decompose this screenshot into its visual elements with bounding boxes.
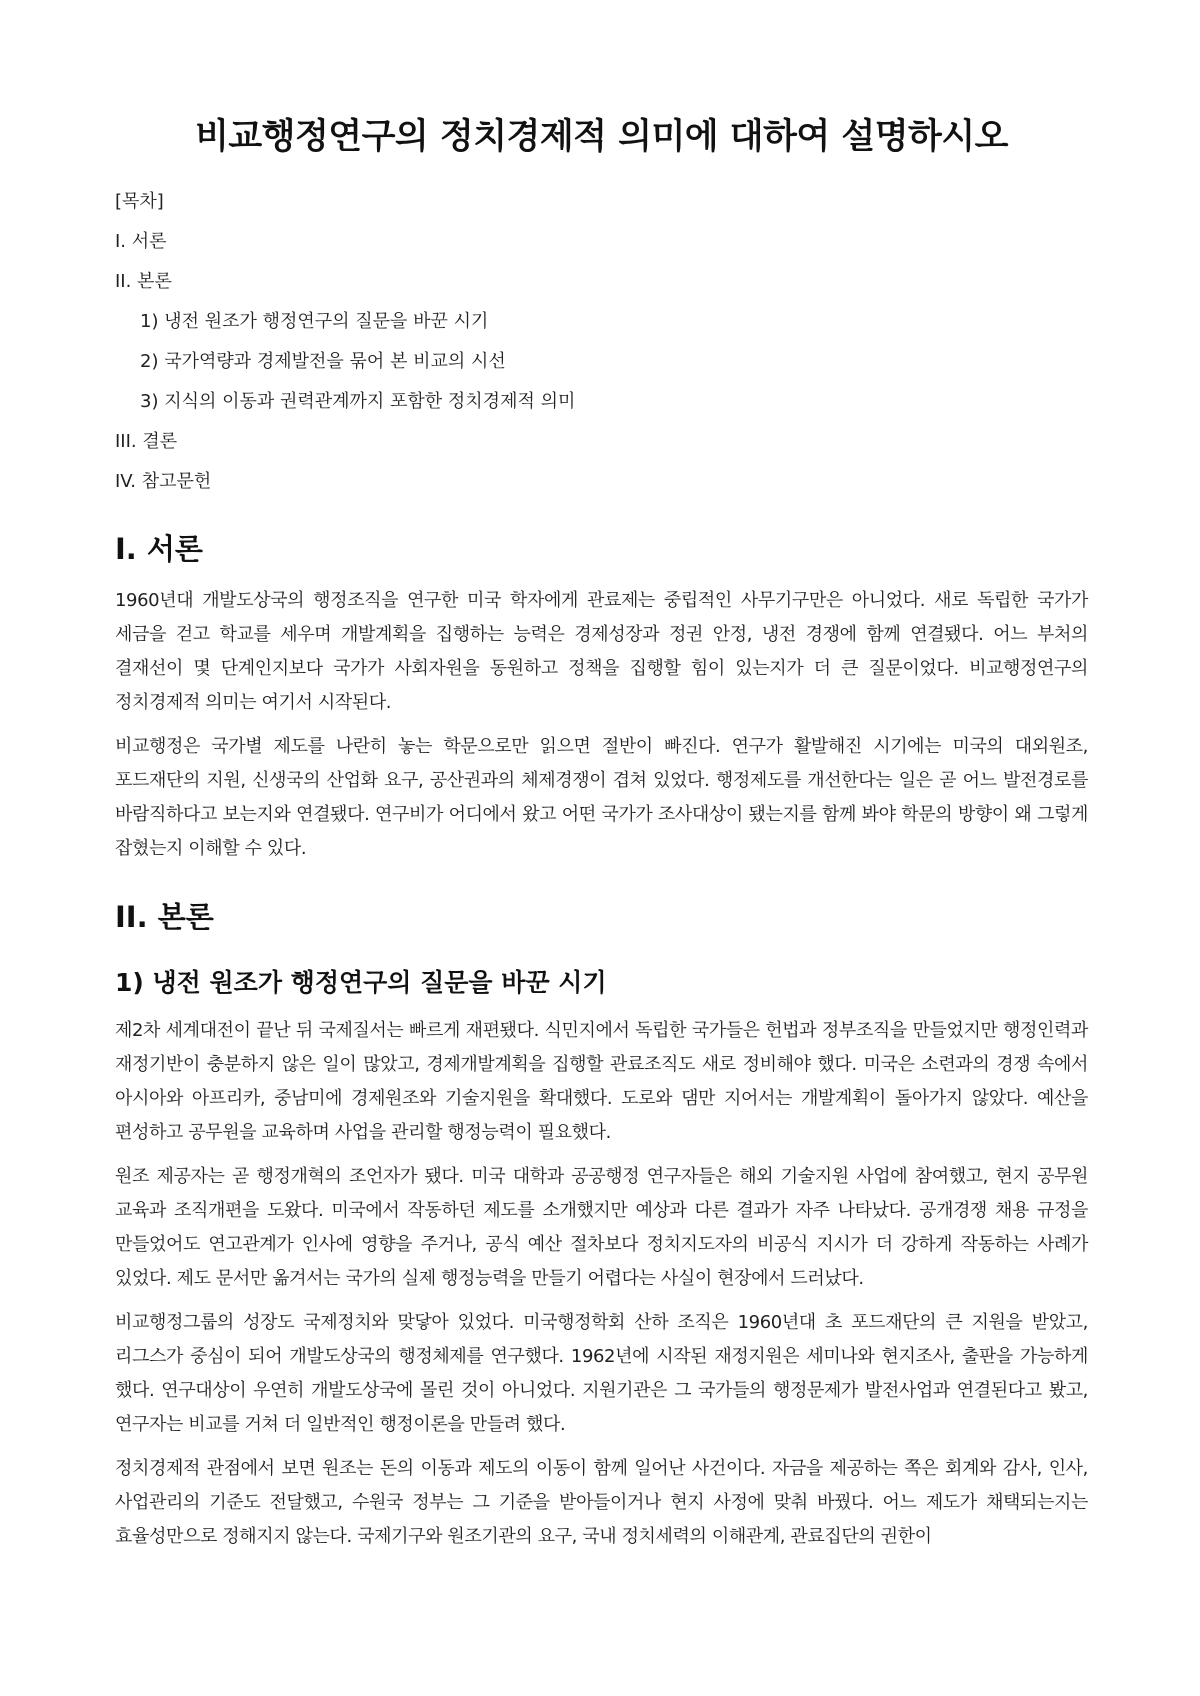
intro-paragraph: 비교행정은 국가별 제도를 나란히 놓는 학문으로만 읽으면 절반이 빠진다. 연구가 활발해진 시기에는 미국의 대외원조, 포드재단의 지원, 신생국의 산업화 요구, 공산권과의 체제경쟁이 겹쳐 있었다. 행정제도를 개선한다는 일은 곧 어느 발전경로를 바람직하다고 보는지와 연결됐다. 연구비가 어디에서 왔고 어떤 국가가 조사대상이 됐는지를 함께 봐야 학문의 방향이 왜 그렇게 잡혔는지 이해할 수 있다.	[115, 736, 1088, 859]
toc-item-body-2: 2) 국가역량과 경제발전을 묶어 본 비교의 시선	[140, 351, 506, 372]
toc-item-body-3: 3) 지식의 이동과 권력관계까지 포함한 정치경제적 의미	[140, 391, 576, 412]
body-paragraph: 원조 제공자는 곧 행정개혁의 조언자가 됐다. 미국 대학과 공공행정 연구자들은 해외 기술지원 사업에 참여했고, 현지 공무원 교육과 조직개편을 도왔다. 미국에서 작동하던 제도를 소개했지만 예상과 다른 결과가 자주 나타났다. 공개경쟁 채용 규정을 만들었어도 연고관계가 인사에 영향을 주거나, 공식 예산 절차보다 정치지도자의 비공식 지시가 더 강하게 작동하는 사례가 있었다. 제도 문서만 옮겨서는 국가의 실제 행정능력을 만들기 어렵다는 사실이 현장에서 드러났다.	[115, 1166, 1088, 1289]
toc-item-body: II. 본론	[115, 271, 172, 292]
body-paragraph: 제2차 세계대전이 끝난 뒤 국제질서는 빠르게 재편됐다. 식민지에서 독립한 국가들은 헌법과 정부조직을 만들었지만 행정인력과 재정기반이 충분하지 않은 일이 많았고, 경제개발계획을 집행할 관료조직도 새로 정비해야 했다. 미국은 소련과의 경쟁 속에서 아시아와 아프리카, 중남미에 경제원조와 기술지원을 확대했다. 도로와 댐만 지어서는 개발계획이 돌아가지 않았다. 예산을 편성하고 공무원을 교육하며 사업을 관리할 행정능력이 필요했다.	[115, 1020, 1088, 1143]
intro-paragraph: 1960년대 개발도상국의 행정조직을 연구한 미국 학자에게 관료제는 중립적인 사무기구만은 아니었다. 새로 독립한 국가가 세금을 걷고 학교를 세우며 개발계획을 집행하는 능력은 경제성장과 정권 안정, 냉전 경쟁에 함께 연결됐다. 어느 부처의 결재선이 몇 단계인지보다 국가가 사회자원을 동원하고 정책을 집행할 힘이 있는지가 더 큰 질문이었다. 비교행정연구의 정치경제적 의미는 여기서 시작된다.	[115, 590, 1088, 713]
toc-item-references: IV. 참고문헌	[115, 471, 212, 492]
section-body	[115, 896, 1088, 1554]
toc-heading: [목차]	[115, 191, 164, 212]
toc-item-body-1: 1) 냉전 원조가 행정연구의 질문을 바꾼 시기	[140, 311, 489, 332]
document-title: 비교행정연구의 정치경제적 의미에 대하여 설명하시오	[195, 117, 1008, 157]
toc-item-conclusion: III. 결론	[115, 431, 178, 452]
toc-item-intro: I. 서론	[115, 231, 167, 252]
body-paragraph: 비교행정그룹의 성장도 국제정치와 맞닿아 있었다. 미국행정학회 산하 조직은 1960년대 초 포드재단의 큰 지원을 받았고, 리그스가 중심이 되어 개발도상국의 행정체제를 연구했다. 1962년에 시작된 재정지원은 세미나와 현지조사, 출판을 가능하게 했다. 연구대상이 우연히 개발도상국에 몰린 것이 아니었다. 지원기관은 그 국가들의 행정문제가 발전사업과 연결된다고 봤고, 연구자는 비교를 거쳐 더 일반적인 행정이론을 만들려 했다.	[115, 1312, 1088, 1435]
section-heading-intro: I. 서론	[115, 532, 203, 566]
table-of-contents	[115, 182, 1088, 502]
subsection-heading-1: 1) 냉전 원조가 행정연구의 질문을 바꾼 시기	[115, 968, 607, 997]
body-paragraph: 정치경제적 관점에서 보면 원조는 돈의 이동과 제도의 이동이 함께 일어난 사건이다. 자금을 제공하는 쪽은 회계와 감사, 인사, 사업관리의 기준도 전달했고, 수원국 정부는 그 기준을 받아들이거나 현지 사정에 맞춰 바꿨다. 어느 제도가 채택되는지는 효율성만으로 정해지지 않는다. 국제기구와 원조기관의 요구, 국내 정치세력의 이해관계, 관료집단의 권한이	[115, 1458, 1088, 1547]
section-heading-body: II. 본론	[115, 900, 214, 934]
section-intro	[115, 528, 1088, 866]
